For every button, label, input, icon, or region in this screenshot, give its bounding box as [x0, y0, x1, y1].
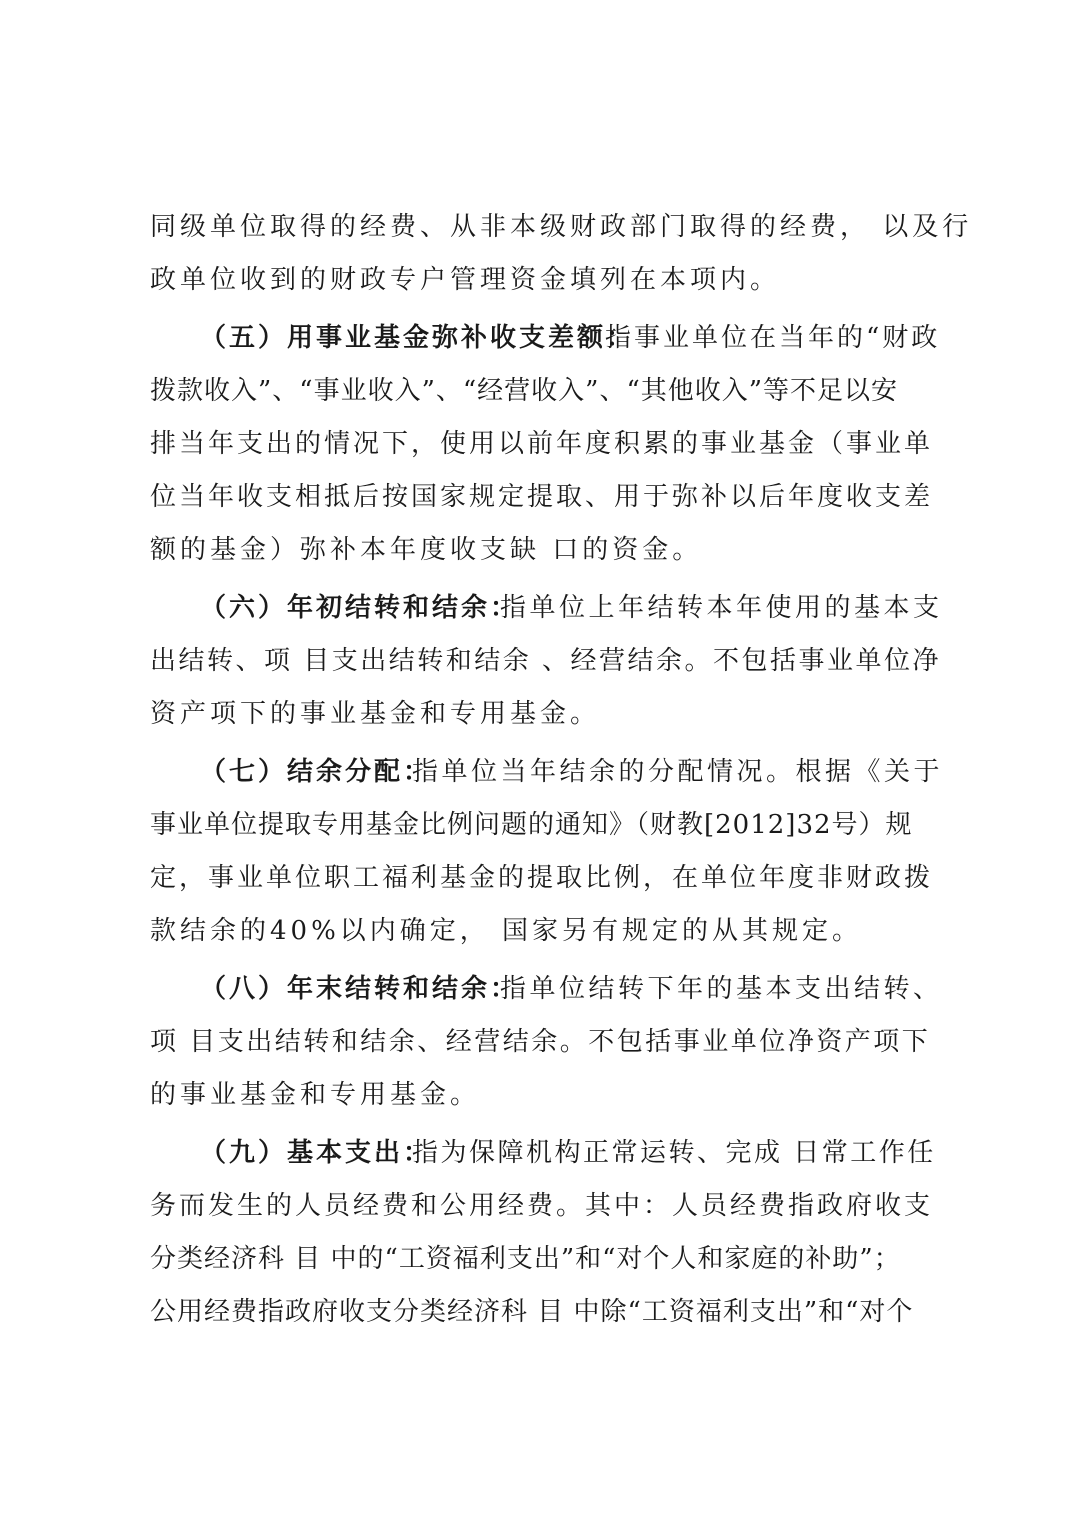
paragraph-5-line-1: [0, 969, 1074, 1009]
paragraph-6-line-2: [0, 1186, 1074, 1226]
paragraph-3-line-3: [0, 694, 1074, 734]
text-line: 务而发生的人员经费和公用经费。其中：人员经费指政府收支: [150, 1191, 934, 1221]
text-line: 资产项下的事业基金和专用基金。: [150, 699, 601, 729]
section-heading-9: （九）基本支出：: [200, 1138, 433, 1168]
text-line: 出结转、项 目支出结转和结余 、经营结余。不包括事业单位净: [150, 646, 942, 676]
text-line: 事业单位提取专用基金比例问题的通知》（财教[2012]32号）规: [150, 810, 913, 840]
section-heading-8: （八）年末结转和结余：: [200, 974, 520, 1004]
text-line: 指单位当年结余的分配情况。根据《关于: [412, 757, 944, 787]
section-heading-7: （七）结余分配：: [200, 757, 433, 787]
text-line: 定，事业单位职工福利基金的提取比例，在单位年度非财政拨: [150, 863, 934, 893]
paragraph-4-line-3: [0, 858, 1074, 898]
paragraph-6-line-4: [0, 1292, 1074, 1332]
text-line: 项 目支出结转和结余、经营结余。不包括事业单位净资产项下: [150, 1027, 931, 1057]
paragraph-1-line-1: [0, 207, 1074, 247]
paragraph-2-line-4: [0, 477, 1074, 517]
paragraph-3-line-1: [0, 588, 1074, 628]
paragraph-6-line-1: [0, 1133, 1074, 1173]
text-line: 指单位上年结转本年使用的基本支: [500, 593, 943, 623]
paragraph-2-line-3: [0, 424, 1074, 464]
text-line: 同级单位取得的经费、从非本级财政部门取得的经费， 以及行: [150, 212, 973, 242]
paragraph-4-line-4: [0, 911, 1074, 951]
paragraph-5-line-2: [0, 1022, 1074, 1062]
text-line: 额的基金）弥补本年度收支缺 口的资金。: [150, 535, 703, 565]
paragraph-4-line-1: [0, 752, 1074, 792]
text-line: 分类经济科 目 中的“工资福利支出”和“对个人和家庭的补助”；: [150, 1244, 901, 1274]
text-line: 款结余的40%以内确定， 国家另有规定的从其规定。: [150, 916, 863, 946]
paragraph-1-line-2: [0, 260, 1074, 300]
text-line: 的事业基金和专用基金。: [150, 1080, 481, 1110]
paragraph-2-line-5: [0, 530, 1074, 570]
text-line: 指事业单位在当年的“财政: [605, 323, 941, 353]
paragraph-4-line-2: [0, 805, 1074, 845]
text-line: 政单位收到的财政专户管理资金填列在本项内。: [150, 265, 781, 295]
section-heading-6: （六）年初结转和结余：: [200, 593, 520, 623]
paragraph-3-line-2: [0, 641, 1074, 681]
text-line: 指单位结转下年的基本支出结转、: [500, 974, 943, 1004]
text-line: 拨款收入”、“事业收入”、“经营收入”、“其他收入”等不足以安: [150, 376, 899, 406]
text-line: 位当年收支相抵后按国家规定提取、用于弥补以后年度收支差: [150, 482, 934, 512]
paragraph-2-line-1: [0, 318, 1074, 358]
text-line: 排当年支出的情况下，使用以前年度积累的事业基金（事业单: [150, 429, 934, 459]
text-line: 指为保障机构正常运转、完成 日常工作任: [412, 1138, 936, 1168]
section-heading-5: （五）用事业基金弥补收支差额：: [200, 323, 636, 353]
text-line: 公用经费指政府收支分类经济科 目 中除“工资福利支出”和“对个: [150, 1297, 914, 1327]
paragraph-6-line-3: [0, 1239, 1074, 1279]
paragraph-2-line-2: [0, 371, 1074, 411]
paragraph-5-line-3: [0, 1075, 1074, 1115]
